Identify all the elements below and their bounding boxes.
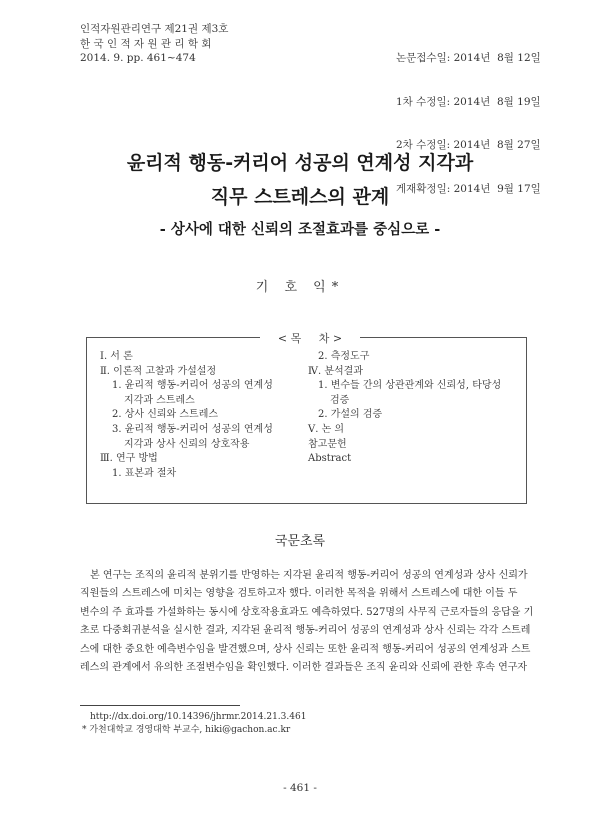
abstract-line: 변수의 주 효과를 가설화하는 동시에 상호작용효과도 예측하였다. 527명의 사무직 근로자들의 응답을 기: [80, 606, 534, 618]
toc-item: 2. 측정도구: [318, 351, 370, 362]
paper-title-line1: 윤리적 행동-커리어 성공의 연계성 지각과: [126, 152, 474, 174]
toc-item: 검증: [330, 394, 350, 406]
toc-item: Ⅴ. 논 의: [308, 423, 345, 435]
author-affiliation: * 가천대학교 경영대학 부교수, hiki@gachon.ac.kr: [82, 725, 291, 735]
toc-item: 2. 가설의 검증: [318, 409, 383, 421]
abstract-body: [80, 567, 534, 677]
toc-right-column: [308, 350, 501, 467]
toc-item: Ⅲ. 연구 방법: [100, 453, 158, 465]
paper-title-line2: 직무 스트레스의 관계: [210, 186, 390, 208]
toc-item: 1. 표본과 절차: [112, 467, 177, 479]
paper-subtitle: - 상사에 대한 신뢰의 조절효과를 중심으로 -: [159, 222, 441, 238]
toc-item: 지각과 스트레스: [124, 394, 195, 406]
abstract-line: 레스의 관계에서 유의한 조절변수임을 확인했다. 이러한 결과들은 조직 윤리와 신뢰에 관한 후속 연구자: [80, 662, 528, 674]
toc-item: 지각과 상사 신뢰의 상호작용: [124, 438, 250, 450]
toc-item: 1. 윤리적 행동-커리어 성공의 연계성: [112, 380, 273, 392]
footnote: [82, 711, 306, 737]
toc-heading: < 목 차 >: [260, 330, 360, 346]
toc-item: Ⅳ. 분석결과: [308, 365, 363, 377]
issue-pages: 2014. 9. pp. 461∼474: [80, 52, 196, 64]
page-number: - 461 -: [283, 782, 317, 794]
toc-item: Ⅰ. 서 론: [100, 351, 133, 362]
toc-left-column: [90, 350, 273, 481]
revision2-date: 2차 수정일: 2014년 8월 27일: [396, 139, 541, 151]
accepted-date: 게재확정일: 2014년 9월 17일: [396, 182, 541, 195]
revision1-date: 1차 수정일: 2014년 8월 19일: [396, 95, 541, 108]
abstract-line: 본 연구는 조직의 윤리적 분위기를 반영하는 지각된 윤리적 행동-커리어 성공의 연계성과 상사 신뢰가: [90, 570, 528, 581]
received-date: 논문접수일: 2014년 8월 12일: [396, 52, 541, 64]
abstract-line: 스에 대한 중요한 예측변수임을 발견했으며, 상사 신뢰는 또한 윤리적 행동-커리어 성공의 연계성과 스트: [80, 643, 531, 655]
society-name: 한 국 인 적 자 원 관 리 학 회: [80, 37, 212, 50]
toc-item: 1. 변수들 간의 상관관계와 신뢰성, 타당성: [318, 380, 502, 392]
doi-link[interactable]: http://dx.doi.org/10.14396/jhrmr.2014.21.3.461: [90, 712, 307, 722]
journal-info: [80, 22, 228, 66]
toc-item: 3. 윤리적 행동-커리어 성공의 연계성: [112, 423, 273, 435]
toc-item: Abstract: [308, 453, 352, 465]
abstract-line: 직원들의 스트레스에 미치는 영향을 검토하고자 했다. 이러한 목적을 위해서 스트레스에 대한 이들 두: [80, 588, 518, 600]
abstract-heading: 국문초록: [274, 534, 326, 549]
journal-name: 인적자원관리연구 제21권 제3호: [80, 23, 229, 35]
toc-item: 2. 상사 신뢰와 스트레스: [112, 409, 219, 421]
abstract-line: 초로 다중회귀분석을 실시한 결과, 지각된 윤리적 행동-커리어 성공의 연계성과 상사 신뢰는 각각 스트레: [80, 625, 531, 637]
footnote-divider: [80, 705, 240, 706]
author-name: 기 호 익*: [255, 280, 345, 295]
toc-item: Ⅱ. 이론적 고찰과 가설설정: [100, 365, 217, 377]
toc-item: 참고문헌: [308, 438, 347, 450]
